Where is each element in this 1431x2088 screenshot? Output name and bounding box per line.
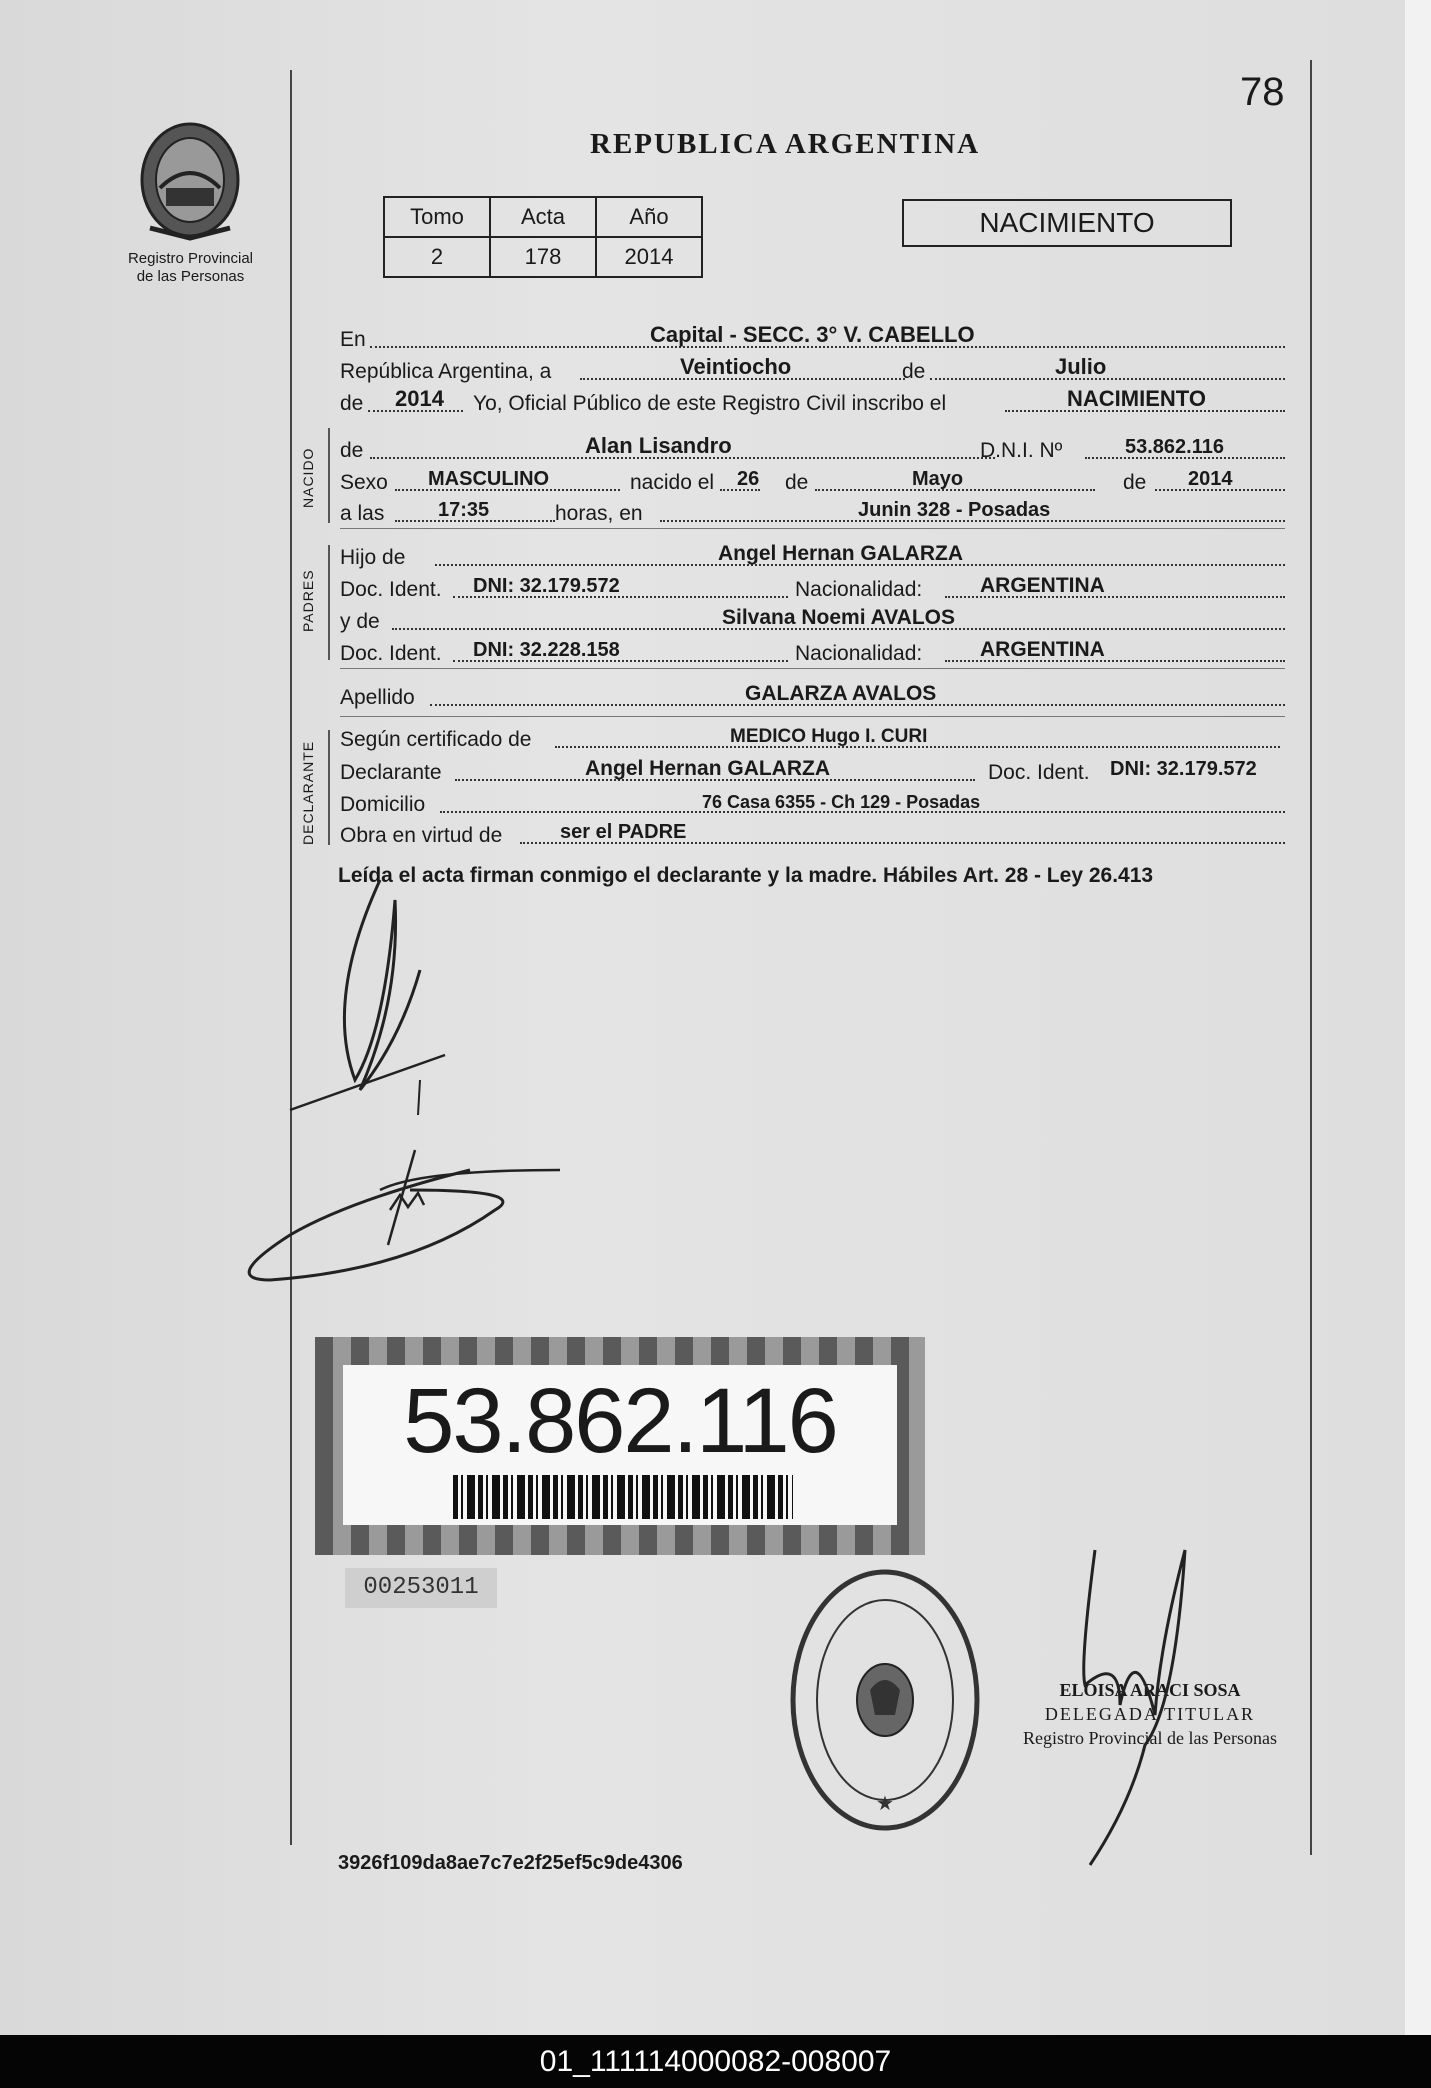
sexo-label: Sexo	[340, 471, 388, 494]
de-label-5: de	[1123, 471, 1147, 494]
inscribo-value: NACIMIENTO	[1067, 386, 1206, 411]
en-value: Capital - SECC. 3° V. CABELLO	[650, 322, 975, 347]
nacido-bar	[328, 428, 330, 523]
row-father-doc	[340, 572, 1285, 604]
row-hijo-de	[340, 540, 1285, 572]
dotted-line	[930, 378, 1285, 380]
section-separator	[340, 668, 1285, 669]
page-edge	[1405, 0, 1431, 2035]
document-hash: 3926f109da8ae7c7e2f25ef5c9de4306	[338, 1852, 683, 1874]
child-dni: 53.862.116	[1125, 436, 1224, 458]
month-value: Julio	[1055, 354, 1107, 379]
birth-day: 26	[737, 468, 760, 490]
republica-label: República Argentina, a	[340, 360, 552, 383]
footer-id-bar: 01_111114000082-008007	[0, 2035, 1431, 2088]
day-word: Veintiocho	[680, 354, 792, 379]
row-mother-doc	[340, 636, 1285, 668]
officer-signature	[1060, 1545, 1220, 1875]
closing-statement: Leída el acta firman conmigo el declarante y la madre. Hábiles Art. 28 - Ley 26.413	[338, 864, 1154, 887]
official-stamp	[785, 1565, 985, 1835]
barcode-label	[343, 1365, 897, 1525]
tomo-value: 2	[384, 237, 490, 277]
officer-org: Registro Provincial de las Personas	[1023, 1728, 1277, 1748]
birth-place: Junin 328 - Posadas	[858, 499, 1051, 521]
declarante-doc: DNI: 32.179.572	[1110, 758, 1257, 780]
anio-header: Año	[596, 197, 702, 237]
row-de-year	[340, 386, 1285, 418]
obra-value: ser el PADRE	[560, 821, 687, 843]
de-label-2: de	[340, 392, 364, 415]
registry-org-name	[118, 250, 263, 286]
year-value: 2014	[395, 386, 444, 411]
child-name: Alan Lisandro	[585, 433, 732, 458]
oficial-text: Yo, Oficial Público de este Registro Civil inscribo el	[473, 392, 947, 415]
section-separator	[340, 528, 1285, 529]
domicilio-label: Domicilio	[340, 793, 426, 816]
record-type-box: NACIMIENTO	[902, 199, 1232, 247]
row-domicilio	[340, 787, 1285, 819]
row-declarante	[340, 755, 1285, 787]
padres-section-label: PADRES	[300, 569, 316, 632]
declarante-doc-label: Doc. Ident.	[988, 761, 1090, 784]
y-de-label: y de	[340, 610, 380, 633]
obra-label: Obra en virtud de	[340, 824, 503, 847]
padres-bar	[328, 545, 330, 660]
row-a-las	[340, 496, 1285, 528]
doc-label-2: Doc. Ident.	[340, 642, 442, 665]
hijo-de-label: Hijo de	[340, 546, 406, 569]
dni-label: D.N.I. Nº	[980, 439, 1063, 462]
doc-label: Doc. Ident.	[340, 578, 442, 601]
birth-year: 2014	[1188, 468, 1233, 490]
certificado-label: Según certificado de	[340, 728, 532, 751]
acta-value: 178	[490, 237, 596, 277]
father-name: Angel Hernan GALARZA	[718, 542, 964, 565]
domicilio-value: 76 Casa 6355 - Ch 129 - Posadas	[702, 792, 981, 812]
svg-text:★: ★	[876, 1791, 894, 1815]
tomo-header: Tomo	[384, 197, 490, 237]
certificado-value: MEDICO Hugo I. CURI	[730, 726, 928, 747]
en-label: En	[340, 328, 366, 351]
page-number: 78	[1240, 70, 1285, 114]
nacionalidad-label-2: Nacionalidad:	[795, 642, 923, 665]
province-crest-logo	[130, 118, 250, 248]
section-separator	[340, 716, 1285, 717]
de-label-4: de	[785, 471, 809, 494]
barcode-number: 53.862.116	[403, 1370, 837, 1472]
father-doc: DNI: 32.179.572	[473, 575, 620, 597]
org-line-2: de las Personas	[136, 268, 245, 285]
de-label-3: de	[340, 439, 364, 462]
org-line-1: Registro Provincial	[127, 250, 254, 267]
declarante-section-label: DECLARANTE	[300, 740, 316, 845]
horas-label: horas, en	[555, 502, 643, 525]
a-las-label: a las	[340, 502, 385, 525]
declarant-signature	[230, 870, 590, 1320]
father-nationality: ARGENTINA	[980, 574, 1105, 597]
barcode-sticker	[315, 1337, 925, 1555]
mother-name: Silvana Noemi AVALOS	[722, 606, 955, 629]
row-en	[340, 322, 1285, 354]
sexo-value: MASCULINO	[428, 468, 550, 490]
row-obra	[340, 818, 1285, 850]
acta-header: Acta	[490, 197, 596, 237]
row-certificado	[340, 722, 1285, 754]
mother-doc: DNI: 32.228.158	[473, 639, 620, 661]
barcode-bars	[453, 1475, 793, 1519]
anio-value: 2014	[596, 237, 702, 277]
mother-nationality: ARGENTINA	[980, 638, 1105, 661]
declarante-label: Declarante	[340, 761, 442, 784]
row-nacido-name	[340, 433, 1285, 465]
tomo-acta-table	[383, 196, 703, 278]
row-apellido	[340, 680, 1285, 712]
apellido-label: Apellido	[340, 686, 415, 709]
officer-role: DELEGADA TITULAR	[1044, 1704, 1256, 1724]
nacido-el-label: nacido el	[630, 471, 715, 494]
declarante-bar	[328, 730, 330, 845]
nacido-section-label: NACIDO	[300, 447, 316, 508]
document-title: REPUBLICA ARGENTINA	[590, 128, 981, 160]
birth-hour: 17:35	[438, 499, 490, 521]
officer-name: ELOISA ARACI SOSA	[1059, 1680, 1241, 1700]
serial-number: 00253011	[345, 1568, 497, 1608]
row-sexo	[340, 465, 1285, 497]
row-y-de	[340, 604, 1285, 636]
row-republica	[340, 354, 1285, 386]
de-label: de	[902, 360, 926, 383]
right-margin-line	[1310, 60, 1312, 1855]
apellido-value: GALARZA AVALOS	[745, 682, 937, 705]
declarante-name: Angel Hernan GALARZA	[585, 757, 831, 780]
nacionalidad-label: Nacionalidad:	[795, 578, 923, 601]
birth-month: Mayo	[912, 468, 964, 490]
